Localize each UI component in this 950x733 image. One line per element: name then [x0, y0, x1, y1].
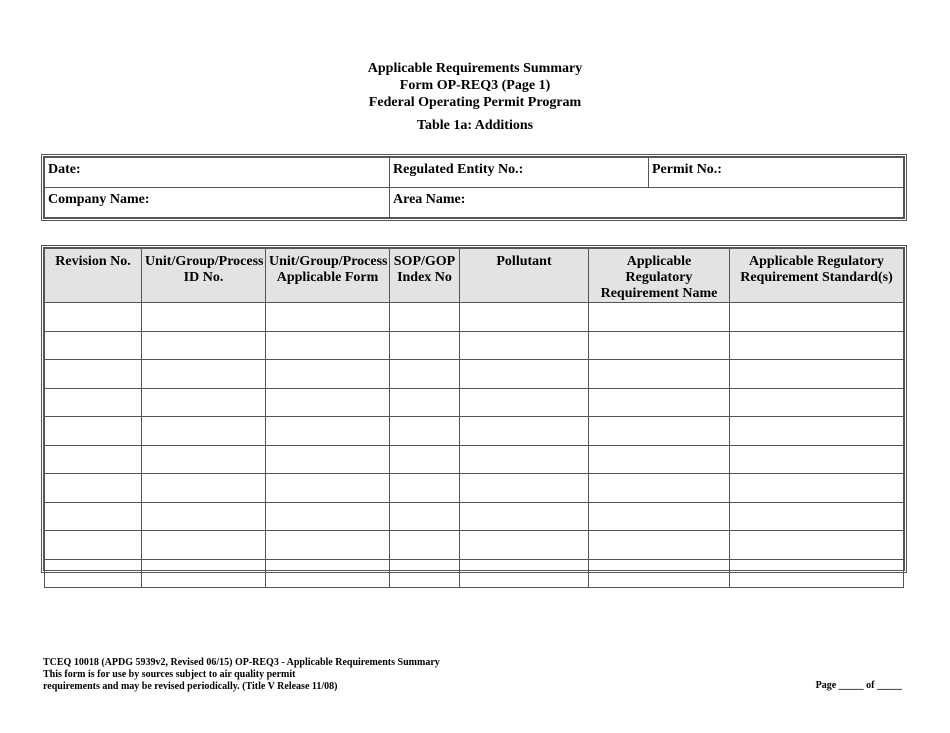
table-body	[45, 303, 904, 588]
table-row	[45, 502, 904, 531]
table-cell[interactable]	[142, 502, 266, 531]
table-cell[interactable]	[45, 474, 142, 503]
table-cell[interactable]	[142, 303, 266, 332]
table-cell[interactable]	[142, 531, 266, 560]
column-header-line1: Revision No.	[55, 254, 131, 269]
column-header	[390, 249, 460, 303]
company-name-label: Company Name:	[48, 192, 150, 207]
table-header-row	[45, 249, 904, 303]
info-box	[41, 154, 907, 221]
table-cell[interactable]	[589, 417, 730, 446]
table-row	[45, 360, 904, 389]
table-cell[interactable]	[266, 502, 390, 531]
table-cell[interactable]	[589, 445, 730, 474]
table-cell[interactable]	[390, 474, 460, 503]
table-cell[interactable]	[45, 417, 142, 446]
table-cell[interactable]	[266, 531, 390, 560]
table-cell[interactable]	[142, 474, 266, 503]
table-cell[interactable]	[266, 360, 390, 389]
column-header-line2: ID No.	[183, 270, 224, 285]
table-cell[interactable]	[266, 331, 390, 360]
table-cell[interactable]	[460, 531, 589, 560]
date-label: Date:	[48, 162, 81, 177]
column-header	[142, 249, 266, 303]
column-header-line1: Applicable Regulatory	[625, 254, 693, 285]
table-cell[interactable]	[390, 445, 460, 474]
column-header	[45, 249, 142, 303]
column-header-line1: Applicable Regulatory	[749, 254, 884, 269]
table-cell[interactable]	[45, 502, 142, 531]
table-cell[interactable]	[266, 303, 390, 332]
table-cell[interactable]	[460, 559, 589, 588]
table-cell[interactable]	[589, 360, 730, 389]
table-cell[interactable]	[589, 331, 730, 360]
page-number: Page _____ of _____	[815, 680, 902, 691]
table-cell[interactable]	[266, 388, 390, 417]
table-cell[interactable]	[460, 303, 589, 332]
table-cell[interactable]	[730, 445, 904, 474]
table-cell[interactable]	[589, 303, 730, 332]
table-cell[interactable]	[730, 388, 904, 417]
column-header	[589, 249, 730, 303]
form-header	[0, 60, 950, 134]
table-cell[interactable]	[390, 502, 460, 531]
column-header-line2: Index No	[397, 270, 452, 285]
table-cell[interactable]	[45, 445, 142, 474]
area-name-field[interactable]	[390, 188, 904, 218]
requirements-table	[41, 245, 907, 573]
column-header	[730, 249, 904, 303]
table-cell[interactable]	[460, 331, 589, 360]
table-cell[interactable]	[730, 531, 904, 560]
table-cell[interactable]	[142, 388, 266, 417]
table-cell[interactable]	[730, 417, 904, 446]
permit-number-field[interactable]	[649, 158, 904, 188]
permit-number-label: Permit No.:	[652, 162, 722, 177]
table-cell[interactable]	[730, 331, 904, 360]
column-header-line1: SOP/GOP	[393, 254, 456, 269]
table-cell[interactable]	[589, 474, 730, 503]
company-name-field[interactable]	[45, 188, 390, 218]
form-number: Form OP-REQ3 (Page 1)	[399, 78, 551, 93]
table-row	[45, 559, 904, 588]
table-cell[interactable]	[589, 531, 730, 560]
area-name-label: Area Name:	[393, 192, 466, 207]
table-cell[interactable]	[45, 388, 142, 417]
table-cell[interactable]	[460, 388, 589, 417]
table-cell[interactable]	[45, 559, 142, 588]
table-cell[interactable]	[589, 559, 730, 588]
column-header-line1: Unit/Group/Process	[269, 254, 388, 269]
table-cell[interactable]	[266, 474, 390, 503]
table-row	[45, 474, 904, 503]
table-cell[interactable]	[390, 303, 460, 332]
table-cell[interactable]	[460, 360, 589, 389]
column-header	[266, 249, 390, 303]
table-row	[45, 417, 904, 446]
table-cell[interactable]	[589, 388, 730, 417]
table-cell[interactable]	[460, 445, 589, 474]
regulated-entity-label: Regulated Entity No.:	[393, 162, 524, 177]
table-row	[45, 331, 904, 360]
footer-usage-note: This form is for use by sources subject to air quality permit	[43, 669, 296, 680]
program-name: Federal Operating Permit Program	[368, 95, 582, 110]
table-cell[interactable]	[730, 559, 904, 588]
table-cell[interactable]	[45, 360, 142, 389]
table-row	[45, 531, 904, 560]
table-cell[interactable]	[390, 417, 460, 446]
table-cell[interactable]	[142, 417, 266, 446]
table-cell[interactable]	[142, 559, 266, 588]
column-header-line2: Applicable Form	[276, 270, 379, 285]
table-cell[interactable]	[390, 388, 460, 417]
table-cell[interactable]	[589, 502, 730, 531]
table-cell[interactable]	[390, 331, 460, 360]
table-cell[interactable]	[390, 360, 460, 389]
table-cell[interactable]	[390, 531, 460, 560]
table-cell[interactable]	[142, 331, 266, 360]
table-cell[interactable]	[390, 559, 460, 588]
footer-release-note: requirements and may be revised periodically. (Title V Release 11/08)	[43, 681, 338, 692]
date-field[interactable]	[45, 158, 390, 188]
table-cell[interactable]	[266, 417, 390, 446]
table-cell[interactable]	[730, 360, 904, 389]
table-cell[interactable]	[730, 502, 904, 531]
footer-notes	[43, 657, 440, 693]
table-cell[interactable]	[266, 445, 390, 474]
table-cell[interactable]	[266, 559, 390, 588]
table-cell[interactable]	[730, 474, 904, 503]
table-cell[interactable]	[460, 417, 589, 446]
column-header-line2: Requirement Standard(s)	[740, 270, 893, 285]
column-header-line2: Requirement Name	[600, 286, 718, 301]
table-row	[45, 388, 904, 417]
table-cell[interactable]	[460, 474, 589, 503]
table-cell[interactable]	[730, 303, 904, 332]
table-cell[interactable]	[142, 445, 266, 474]
column-header-line1: Pollutant	[496, 254, 552, 269]
table-cell[interactable]	[460, 502, 589, 531]
form-title: Applicable Requirements Summary	[367, 61, 583, 76]
column-header-line1: Unit/Group/Process	[145, 254, 264, 269]
table-cell[interactable]	[45, 531, 142, 560]
column-header	[460, 249, 589, 303]
table-cell[interactable]	[142, 360, 266, 389]
table-row	[45, 303, 904, 332]
table-title: Table 1a: Additions	[416, 118, 534, 133]
regulated-entity-field[interactable]	[390, 158, 649, 188]
table-cell[interactable]	[45, 303, 142, 332]
footer-form-id: TCEQ 10018 (APDG 5939v2, Revised 06/15) OP-REQ3 - Applicable Requirements Summary	[43, 657, 440, 668]
table-cell[interactable]	[45, 331, 142, 360]
table-row	[45, 445, 904, 474]
